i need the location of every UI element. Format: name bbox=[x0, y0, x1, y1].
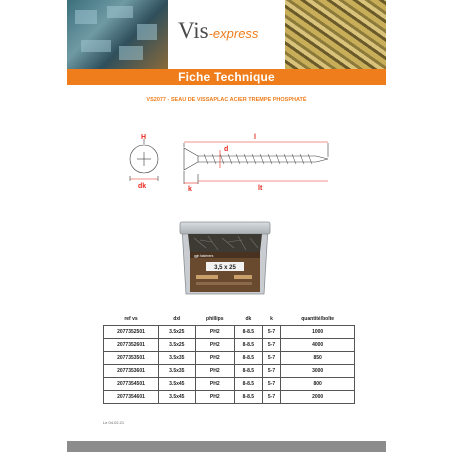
cell-dk: 8-8.5 bbox=[234, 326, 262, 339]
cell-quantity: 1000 bbox=[281, 326, 355, 339]
cell-k: 5-7 bbox=[262, 378, 281, 391]
screw-head-side bbox=[184, 148, 198, 170]
table-row bbox=[104, 339, 355, 352]
cell-k: 5-7 bbox=[262, 339, 281, 352]
cell-dxl: 3.5x45 bbox=[159, 391, 196, 404]
specifications-table bbox=[103, 313, 355, 404]
cell-dxl: 3.5x35 bbox=[159, 352, 196, 365]
cell-dk: 8-8.5 bbox=[234, 378, 262, 391]
table-row bbox=[104, 352, 355, 365]
table-row bbox=[104, 391, 355, 404]
logo-main-text: Vis bbox=[178, 18, 209, 43]
header-dxl: dxl bbox=[173, 316, 181, 322]
label-d: d bbox=[224, 146, 229, 153]
cell-k: 5-7 bbox=[262, 326, 281, 339]
cell-dxl: 3.5x45 bbox=[159, 378, 196, 391]
cell-quantity: 2000 bbox=[281, 391, 355, 404]
table-row bbox=[104, 365, 355, 378]
header-dk: dk bbox=[245, 316, 252, 322]
cell-ref: 2077353501 bbox=[104, 352, 159, 365]
product-subtitle: VS2077 - SEAU DE VISSAPLAC ACIER TREMPE PHOSPHATÉ bbox=[146, 97, 307, 103]
cell-dxl: 3.5x25 bbox=[159, 326, 196, 339]
title-bar bbox=[67, 69, 386, 85]
vis-express-logo bbox=[178, 18, 258, 44]
cell-quantity: 4000 bbox=[281, 339, 355, 352]
cell-ref: 2077354601 bbox=[104, 391, 159, 404]
tub-brand-label: ggh fasteners bbox=[194, 254, 214, 258]
label-lt: lt bbox=[258, 185, 263, 192]
header-quantity: quantité/boîte bbox=[301, 316, 335, 322]
cell-quantity: 3000 bbox=[281, 365, 355, 378]
cell-phillips: PH2 bbox=[195, 378, 234, 391]
label-dk: dk bbox=[138, 183, 147, 190]
cell-dxl: 3.5x25 bbox=[159, 339, 196, 352]
table-row bbox=[104, 326, 355, 339]
screw-technical-drawing bbox=[120, 128, 330, 192]
label-k: k bbox=[188, 186, 192, 192]
cell-ref: 2077354501 bbox=[104, 378, 159, 391]
cell-phillips: PH2 bbox=[195, 352, 234, 365]
cell-k: 5-7 bbox=[262, 365, 281, 378]
document-date: Le 04.02.21 bbox=[103, 420, 125, 425]
header-banner bbox=[67, 0, 386, 69]
table-row bbox=[104, 378, 355, 391]
cell-dk: 8-8.5 bbox=[234, 391, 262, 404]
screw-tub-image bbox=[176, 218, 274, 298]
cell-ref: 2077352501 bbox=[104, 326, 159, 339]
cell-phillips: PH2 bbox=[195, 365, 234, 378]
banner-photo-screws bbox=[285, 0, 386, 69]
footer-bar bbox=[67, 441, 386, 452]
tub-size-label: 3,5 x 25 bbox=[214, 265, 236, 271]
cell-phillips: PH2 bbox=[195, 326, 234, 339]
cell-dk: 8-8.5 bbox=[234, 339, 262, 352]
cell-ref: 2077353601 bbox=[104, 365, 159, 378]
page-title: Fiche Technique bbox=[178, 70, 275, 84]
table-header-row bbox=[104, 313, 355, 326]
cell-phillips: PH2 bbox=[195, 391, 234, 404]
cell-dk: 8-8.5 bbox=[234, 365, 262, 378]
cell-quantity: 850 bbox=[281, 352, 355, 365]
cell-dxl: 3.5x35 bbox=[159, 365, 196, 378]
cell-quantity: 800 bbox=[281, 378, 355, 391]
cell-dk: 8-8.5 bbox=[234, 352, 262, 365]
cell-k: 5-7 bbox=[262, 391, 281, 404]
logo-accent-text: -express bbox=[208, 26, 259, 41]
header-k: k bbox=[270, 316, 273, 322]
label-l: l bbox=[254, 134, 256, 141]
banner-photo-workshop bbox=[67, 0, 168, 69]
logo-area bbox=[168, 0, 285, 69]
cell-ref: 2077352601 bbox=[104, 339, 159, 352]
label-h: H bbox=[141, 134, 147, 141]
header-ref-vs: ref vs bbox=[124, 316, 138, 322]
cell-k: 5-7 bbox=[262, 352, 281, 365]
cell-phillips: PH2 bbox=[195, 339, 234, 352]
header-phillips: phillips bbox=[206, 316, 224, 322]
